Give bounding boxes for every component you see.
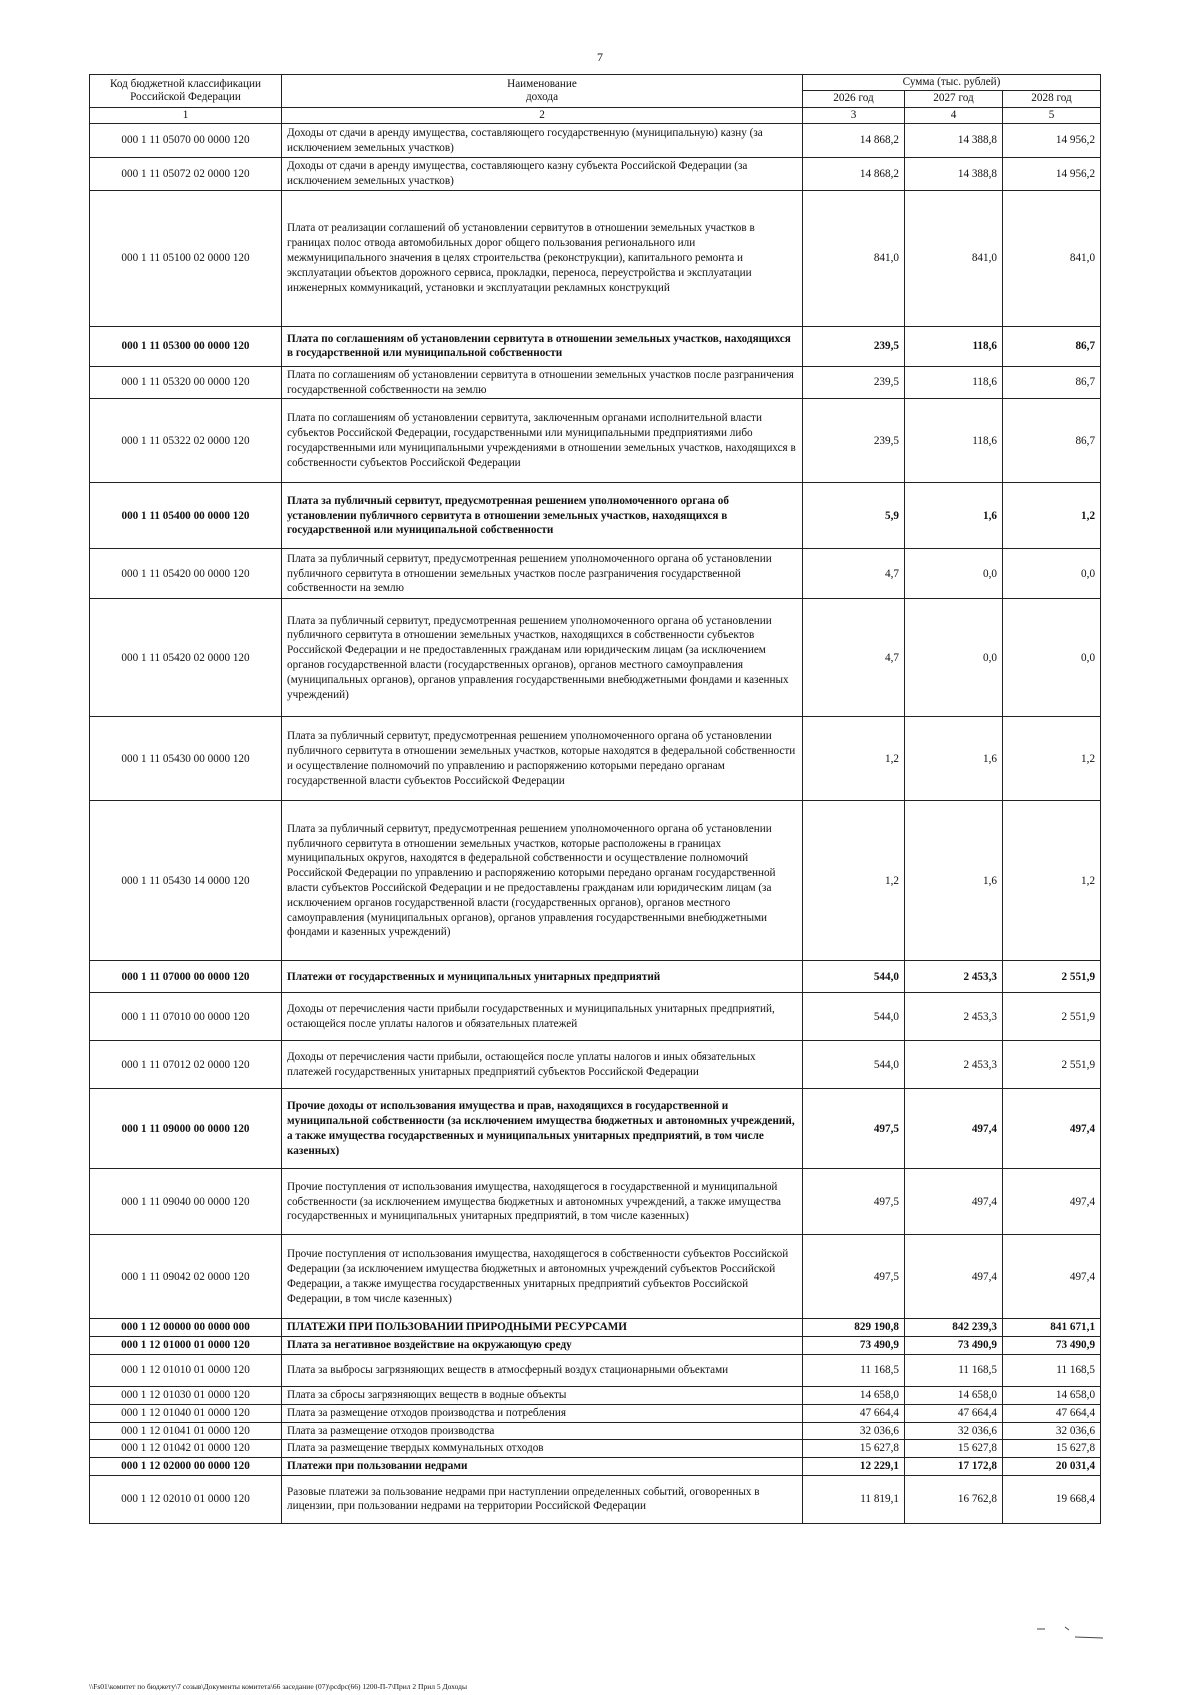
table-row (90, 1355, 1101, 1387)
revenue-name-cell: Плата за публичный сервитут, предусмотренная решением уполномоченного органа об установлении публичного сервитута в отношении земельных участков, находящихся в собственности субъектов Российской Федерации и не предоставленных гражданам или юридическим лицам (за исключением органов государственной власти (государственных органов), органов местного самоуправления (муниципальных органов), органов управления государственными внебюджетными фондами и казенных учреждений) (282, 599, 803, 717)
budget-code-cell: 000 1 11 07010 00 0000 120 (90, 993, 282, 1041)
amount-2028-cell: 497,4 (1003, 1089, 1101, 1169)
revenue-table (89, 74, 1101, 1524)
amount-2028-cell: 1,2 (1003, 801, 1101, 961)
amount-2027-cell: 14 388,8 (905, 158, 1003, 191)
amount-2026-cell: 14 868,2 (803, 158, 905, 191)
amount-2027-cell: 0,0 (905, 599, 1003, 717)
header-year-2028: 2028 год (1003, 91, 1101, 107)
revenue-name-cell: Доходы от сдачи в аренду имущества, составляющего государственную (муниципальную) казну (за исключением земельных участков) (282, 124, 803, 158)
revenue-name-cell: Плата от реализации соглашений об установлении сервитутов в отношении земельных участков в границах полос отвода автомобильных дорог общего пользования регионального или межмуниципального значения в целях строительства (реконструкции), капитального ремонта и эксплуатации объектов дорожного сервиса, прокладки, переноса, переустройства и эксплуатации инженерных коммуникаций, установки и эксплуатации рекламных конструкций (282, 190, 803, 326)
amount-2027-cell: 15 627,8 (905, 1440, 1003, 1458)
table-row (90, 1337, 1101, 1355)
amount-2026-cell: 14 658,0 (803, 1387, 905, 1405)
amount-2028-cell: 20 031,4 (1003, 1458, 1101, 1476)
budget-code-cell: 000 1 12 02010 01 0000 120 (90, 1475, 282, 1523)
amount-2027-cell: 47 664,4 (905, 1404, 1003, 1422)
amount-2027-cell: 1,6 (905, 483, 1003, 549)
revenue-name-cell: Плата за публичный сервитут, предусмотренная решением уполномоченного органа об установлении публичного сервитута в отношении земельных участков, которые расположены в границах муниципальных округов, находятся в федеральной собственности и осуществление полномочий Российской Федерации по управлению и распоряжению которыми передано органам государственной власти субъектов Российской Федерации и не предоставлены гражданам или юридическим лицам (за исключением органов государственной власти (государственных органов), органов местного самоуправления (муниципальных органов), органов управления государственными внебюджетными фондами и казенных учреждений) (282, 801, 803, 961)
amount-2028-cell: 2 551,9 (1003, 993, 1101, 1041)
revenue-name-cell: Доходы от сдачи в аренду имущества, составляющего казну субъекта Российской Федерации (за исключением земельных участков) (282, 158, 803, 191)
table-row (90, 399, 1101, 483)
revenue-name-cell: Прочие поступления от использования имущества, находящегося в государственной и муниципальной собственности (за исключением имущества бюджетных и автономных учреждений, а также имущества государственных и муниципальных унитарных предприятий, в том числе казенных) (282, 1169, 803, 1235)
table-row (90, 599, 1101, 717)
amount-2028-cell: 1,2 (1003, 717, 1101, 801)
revenue-name-cell: Платежи при пользовании недрами (282, 1458, 803, 1476)
amount-2028-cell: 86,7 (1003, 326, 1101, 366)
table-row (90, 1319, 1101, 1337)
amount-2026-cell: 829 190,8 (803, 1319, 905, 1337)
amount-2026-cell: 73 490,9 (803, 1337, 905, 1355)
budget-code-cell: 000 1 11 05070 00 0000 120 (90, 124, 282, 158)
budget-code-cell: 000 1 12 02000 00 0000 120 (90, 1458, 282, 1476)
amount-2028-cell: 19 668,4 (1003, 1475, 1101, 1523)
budget-code-cell: 000 1 11 09000 00 0000 120 (90, 1089, 282, 1169)
header-sum: Сумма (тыс. рублей) (803, 75, 1101, 91)
table-row (90, 190, 1101, 326)
table-row (90, 366, 1101, 399)
revenue-name-cell: Плата по соглашениям об установлении сервитута в отношении земельных участков после разграничения государственной собственности на землю (282, 366, 803, 399)
revenue-name-cell: Плата за выбросы загрязняющих веществ в атмосферный воздух стационарными объектами (282, 1355, 803, 1387)
table-row (90, 1089, 1101, 1169)
budget-code-cell: 000 1 11 07000 00 0000 120 (90, 961, 282, 993)
amount-2027-cell: 11 168,5 (905, 1355, 1003, 1387)
budget-code-cell: 000 1 11 05420 02 0000 120 (90, 599, 282, 717)
budget-code-cell: 000 1 12 01030 01 0000 120 (90, 1387, 282, 1405)
amount-2026-cell: 1,2 (803, 801, 905, 961)
budget-code-cell: 000 1 11 05300 00 0000 120 (90, 326, 282, 366)
amount-2026-cell: 497,5 (803, 1089, 905, 1169)
header-colnum-2: 2 (282, 107, 803, 123)
budget-code-cell: 000 1 11 05430 00 0000 120 (90, 717, 282, 801)
revenue-name-cell: Прочие доходы от использования имущества и прав, находящихся в государственной и муниципальной собственности (за исключением имущества бюджетных и автономных учреждений, а также имущества государственных и муниципальных унитарных предприятий, в том числе казенных) (282, 1089, 803, 1169)
amount-2026-cell: 544,0 (803, 1041, 905, 1089)
amount-2028-cell: 32 036,6 (1003, 1422, 1101, 1440)
table-row (90, 1041, 1101, 1089)
amount-2028-cell: 15 627,8 (1003, 1440, 1101, 1458)
table-row (90, 158, 1101, 191)
amount-2028-cell: 86,7 (1003, 366, 1101, 399)
amount-2028-cell: 73 490,9 (1003, 1337, 1101, 1355)
pen-mark (1035, 1625, 1105, 1645)
table-row (90, 1440, 1101, 1458)
budget-code-cell: 000 1 11 09042 02 0000 120 (90, 1235, 282, 1319)
header-name: Наименование дохода (282, 75, 803, 108)
budget-code-cell: 000 1 11 05320 00 0000 120 (90, 366, 282, 399)
amount-2028-cell: 47 664,4 (1003, 1404, 1101, 1422)
amount-2028-cell: 14 956,2 (1003, 124, 1101, 158)
table-row (90, 1475, 1101, 1523)
revenue-name-cell: Прочие поступления от использования имущества, находящегося в собственности субъектов Российской Федерации (за исключением имущества бюджетных и автономных учреждений субъектов Российской Федерации, а также имущества государственных унитарных предприятий субъектов Российской Федерации, в том числе казенных) (282, 1235, 803, 1319)
table-row (90, 801, 1101, 961)
table-row (90, 326, 1101, 366)
header-colnum-1: 1 (90, 107, 282, 123)
amount-2027-cell: 2 453,3 (905, 993, 1003, 1041)
amount-2027-cell: 2 453,3 (905, 961, 1003, 993)
budget-code-cell: 000 1 11 05072 02 0000 120 (90, 158, 282, 191)
amount-2026-cell: 32 036,6 (803, 1422, 905, 1440)
budget-code-cell: 000 1 12 00000 00 0000 000 (90, 1319, 282, 1337)
amount-2028-cell: 11 168,5 (1003, 1355, 1101, 1387)
revenue-name-cell: Плата за публичный сервитут, предусмотренная решением уполномоченного органа об установлении публичного сервитута в отношении земельных участков, которые находятся в федеральной собственности и осуществление полномочий по управлению и распоряжению которыми передано органам государственной власти субъектов Российской Федерации (282, 717, 803, 801)
header-colnum-3: 3 (803, 107, 905, 123)
amount-2027-cell: 842 239,3 (905, 1319, 1003, 1337)
amount-2028-cell: 0,0 (1003, 599, 1101, 717)
amount-2028-cell: 2 551,9 (1003, 1041, 1101, 1089)
revenue-name-cell: Платежи от государственных и муниципальных унитарных предприятий (282, 961, 803, 993)
budget-code-cell: 000 1 11 07012 02 0000 120 (90, 1041, 282, 1089)
table-body (90, 124, 1101, 1524)
amount-2027-cell: 118,6 (905, 326, 1003, 366)
table-row (90, 124, 1101, 158)
amount-2028-cell: 14 658,0 (1003, 1387, 1101, 1405)
amount-2027-cell: 1,6 (905, 801, 1003, 961)
amount-2028-cell: 497,4 (1003, 1169, 1101, 1235)
revenue-name-cell: Плата по соглашениям об установлении сервитута в отношении земельных участков, находящихся в государственной или муниципальной собственности (282, 326, 803, 366)
file-path-footer: \\Fs01\комитет по бюджету\7 созыв\Документы комитета\66 заседание (07)\pcdpc(66) 1200-П-7\Прил 2 Прил 5 Доходы (89, 1682, 468, 1691)
amount-2026-cell: 11 819,1 (803, 1475, 905, 1523)
amount-2026-cell: 12 229,1 (803, 1458, 905, 1476)
revenue-name-cell: Разовые платежи за пользование недрами при наступлении определенных событий, оговоренных в лицензии, при пользовании недрами на территории Российской Федерации (282, 1475, 803, 1523)
budget-code-cell: 000 1 12 01041 01 0000 120 (90, 1422, 282, 1440)
amount-2027-cell: 16 762,8 (905, 1475, 1003, 1523)
budget-code-cell: 000 1 12 01000 01 0000 120 (90, 1337, 282, 1355)
amount-2026-cell: 14 868,2 (803, 124, 905, 158)
budget-code-cell: 000 1 11 05400 00 0000 120 (90, 483, 282, 549)
amount-2028-cell: 1,2 (1003, 483, 1101, 549)
header-colnum-5: 5 (1003, 107, 1101, 123)
table-row (90, 717, 1101, 801)
amount-2027-cell: 32 036,6 (905, 1422, 1003, 1440)
table-row (90, 961, 1101, 993)
amount-2027-cell: 0,0 (905, 549, 1003, 599)
amount-2028-cell: 2 551,9 (1003, 961, 1101, 993)
revenue-name-cell: Плата за публичный сервитут, предусмотренная решением уполномоченного органа об установлении публичного сервитута в отношении земельных участков после разграничения государственной собственности на землю (282, 549, 803, 599)
amount-2027-cell: 14 658,0 (905, 1387, 1003, 1405)
amount-2027-cell: 1,6 (905, 717, 1003, 801)
amount-2026-cell: 544,0 (803, 961, 905, 993)
amount-2026-cell: 5,9 (803, 483, 905, 549)
amount-2027-cell: 497,4 (905, 1235, 1003, 1319)
amount-2028-cell: 0,0 (1003, 549, 1101, 599)
table-row (90, 1422, 1101, 1440)
amount-2026-cell: 47 664,4 (803, 1404, 905, 1422)
amount-2026-cell: 4,7 (803, 599, 905, 717)
amount-2027-cell: 14 388,8 (905, 124, 1003, 158)
table-row (90, 549, 1101, 599)
header-colnum-4: 4 (905, 107, 1003, 123)
table-row (90, 483, 1101, 549)
revenue-name-cell: Доходы от перечисления части прибыли, остающейся после уплаты налогов и иных обязательных платежей государственных унитарных предприятий субъектов Российской Федерации (282, 1041, 803, 1089)
amount-2028-cell: 497,4 (1003, 1235, 1101, 1319)
budget-code-cell: 000 1 12 01040 01 0000 120 (90, 1404, 282, 1422)
amount-2027-cell: 841,0 (905, 190, 1003, 326)
revenue-name-cell: Плата по соглашениям об установлении сервитута, заключенным органами исполнительной власти субъектов Российской Федерации, государственными или муниципальными предприятиями либо государственными или муниципальными учреждениями в отношении земельных участков, находящихся в собственности субъектов Российской Федерации (282, 399, 803, 483)
revenue-name-cell: Плата за сбросы загрязняющих веществ в водные объекты (282, 1387, 803, 1405)
amount-2026-cell: 841,0 (803, 190, 905, 326)
amount-2027-cell: 497,4 (905, 1089, 1003, 1169)
amount-2027-cell: 497,4 (905, 1169, 1003, 1235)
amount-2027-cell: 2 453,3 (905, 1041, 1003, 1089)
revenue-name-cell: Плата за негативное воздействие на окружающую среду (282, 1337, 803, 1355)
budget-code-cell: 000 1 11 05100 02 0000 120 (90, 190, 282, 326)
budget-code-cell: 000 1 12 01010 01 0000 120 (90, 1355, 282, 1387)
table-row (90, 1235, 1101, 1319)
budget-code-cell: 000 1 11 05430 14 0000 120 (90, 801, 282, 961)
amount-2026-cell: 497,5 (803, 1169, 905, 1235)
table-row (90, 1458, 1101, 1476)
budget-code-cell: 000 1 11 05420 00 0000 120 (90, 549, 282, 599)
amount-2027-cell: 118,6 (905, 399, 1003, 483)
revenue-name-cell: Плата за размещение отходов производства и потребления (282, 1404, 803, 1422)
table-row (90, 1387, 1101, 1405)
revenue-name-cell: Плата за размещение отходов производства (282, 1422, 803, 1440)
budget-code-cell: 000 1 11 09040 00 0000 120 (90, 1169, 282, 1235)
amount-2026-cell: 497,5 (803, 1235, 905, 1319)
amount-2027-cell: 73 490,9 (905, 1337, 1003, 1355)
header-year-2027: 2027 год (905, 91, 1003, 107)
amount-2028-cell: 841,0 (1003, 190, 1101, 326)
amount-2026-cell: 4,7 (803, 549, 905, 599)
revenue-name-cell: Плата за размещение твердых коммунальных отходов (282, 1440, 803, 1458)
amount-2027-cell: 118,6 (905, 366, 1003, 399)
revenue-name-cell: Плата за публичный сервитут, предусмотренная решением уполномоченного органа об установлении публичного сервитута в отношении земельных участков, находящихся в государственной или муниципальной собственности (282, 483, 803, 549)
amount-2028-cell: 841 671,1 (1003, 1319, 1101, 1337)
table-row (90, 993, 1101, 1041)
budget-code-cell: 000 1 12 01042 01 0000 120 (90, 1440, 282, 1458)
amount-2026-cell: 239,5 (803, 399, 905, 483)
amount-2028-cell: 14 956,2 (1003, 158, 1101, 191)
revenue-name-cell: ПЛАТЕЖИ ПРИ ПОЛЬЗОВАНИИ ПРИРОДНЫМИ РЕСУРСАМИ (282, 1319, 803, 1337)
header-year-2026: 2026 год (803, 91, 905, 107)
amount-2026-cell: 239,5 (803, 366, 905, 399)
page-number: 7 (597, 50, 603, 64)
revenue-name-cell: Доходы от перечисления части прибыли государственных и муниципальных унитарных предприятий, остающейся после уплаты налогов и обязательных платежей (282, 993, 803, 1041)
table-row (90, 1169, 1101, 1235)
amount-2026-cell: 239,5 (803, 326, 905, 366)
amount-2027-cell: 17 172,8 (905, 1458, 1003, 1476)
budget-code-cell: 000 1 11 05322 02 0000 120 (90, 399, 282, 483)
amount-2026-cell: 11 168,5 (803, 1355, 905, 1387)
amount-2028-cell: 86,7 (1003, 399, 1101, 483)
amount-2026-cell: 1,2 (803, 717, 905, 801)
table-row (90, 1404, 1101, 1422)
amount-2026-cell: 544,0 (803, 993, 905, 1041)
header-code: Код бюджетной классификации Российской Федерации (90, 75, 282, 108)
amount-2026-cell: 15 627,8 (803, 1440, 905, 1458)
